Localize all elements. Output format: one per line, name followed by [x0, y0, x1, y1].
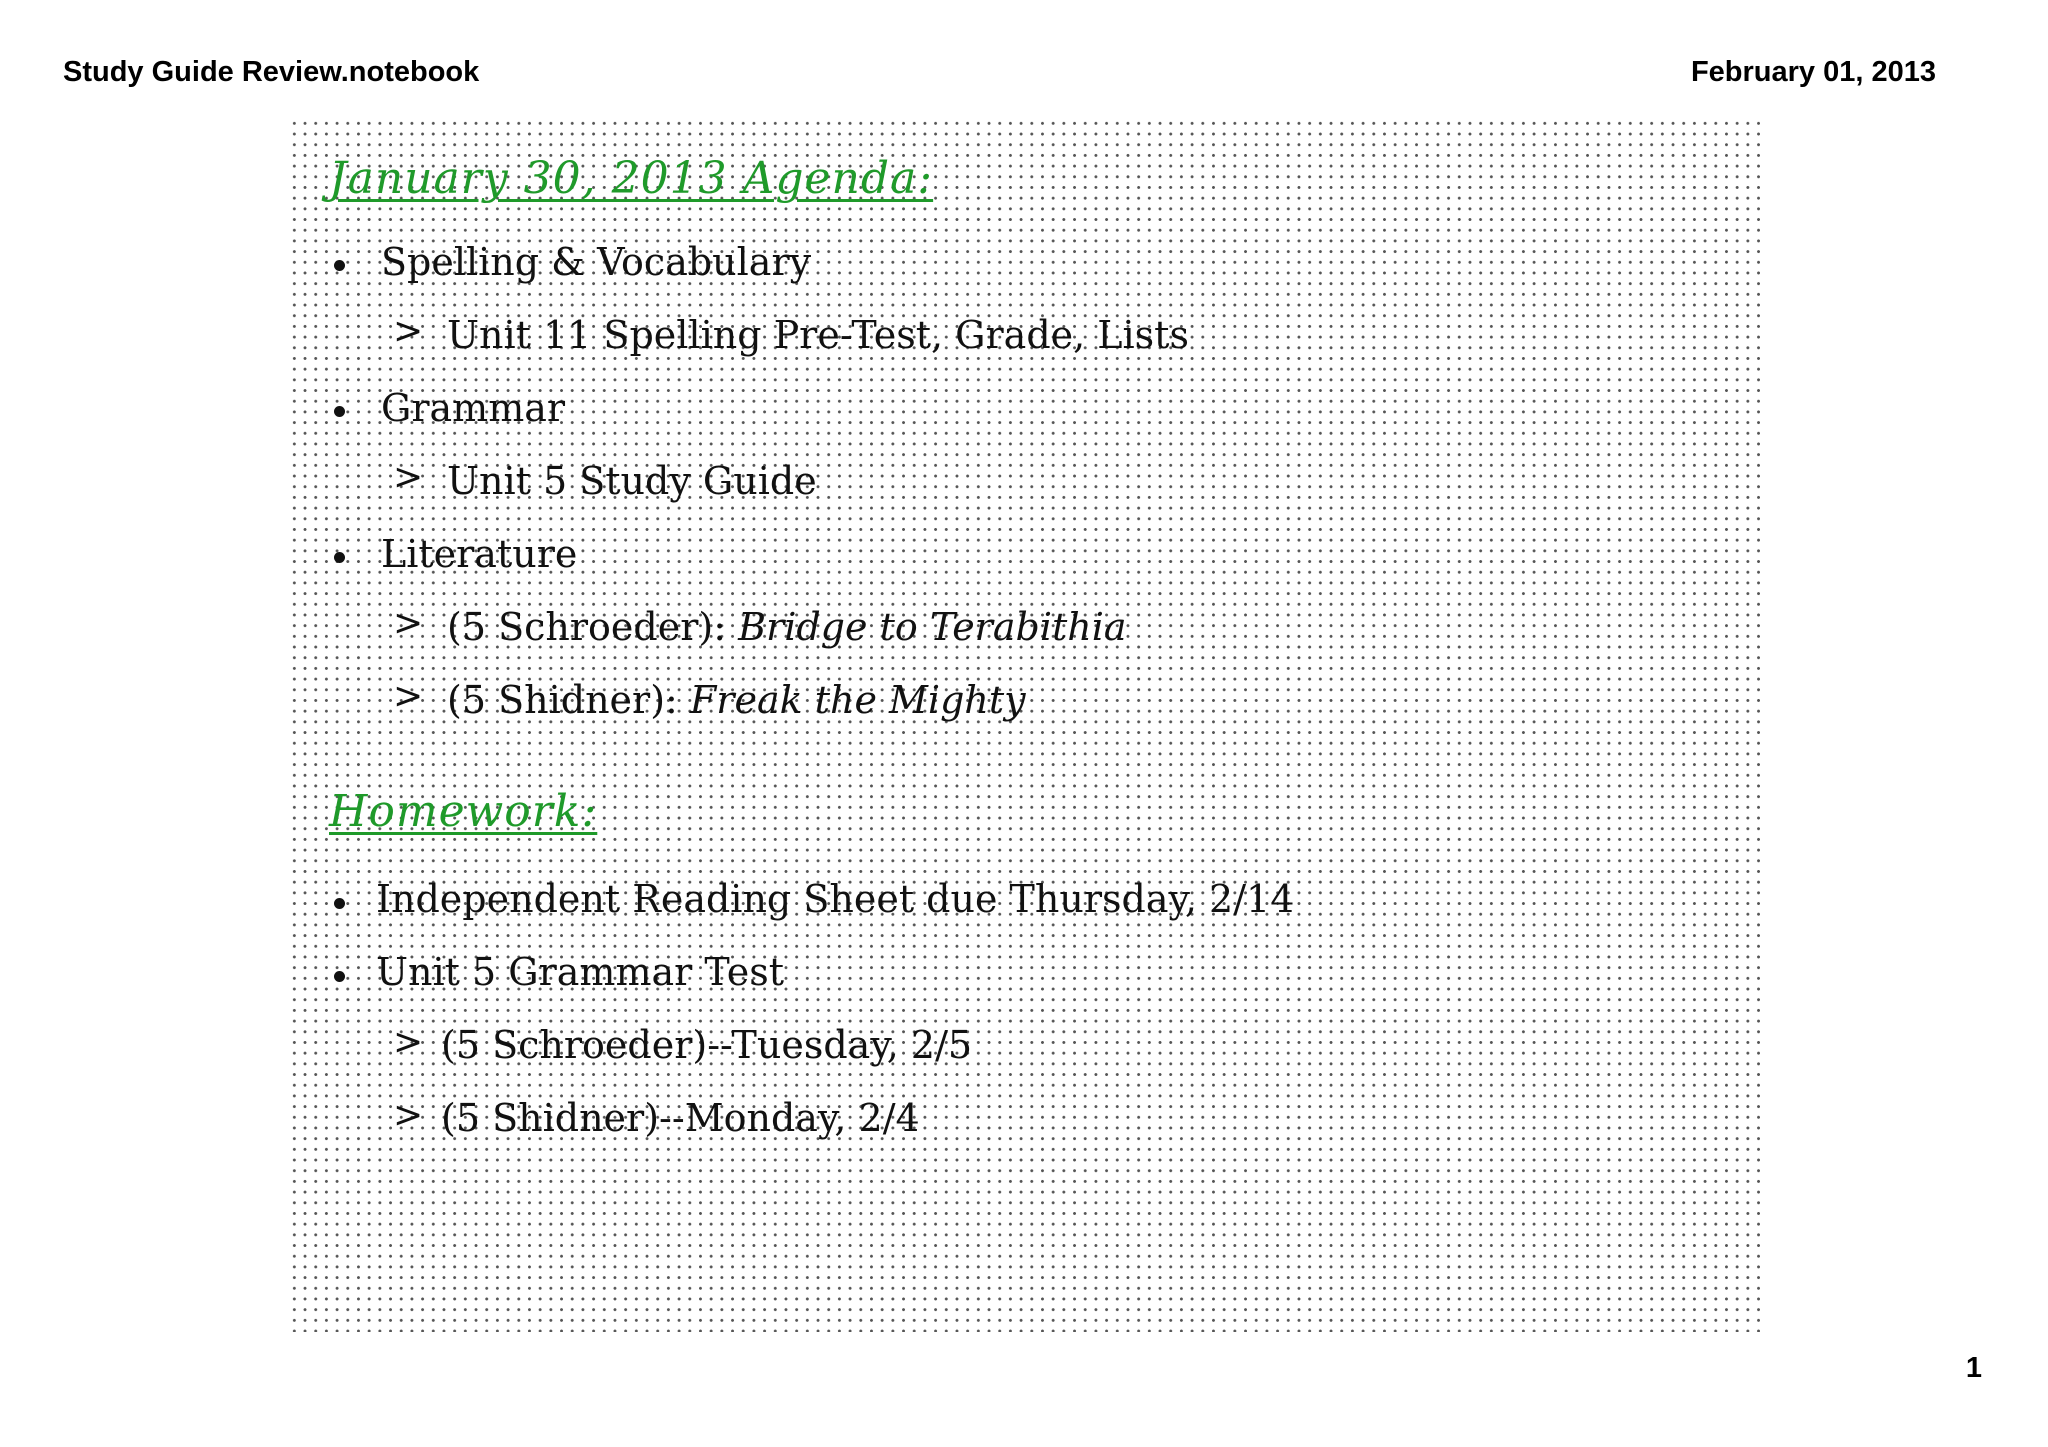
bullet-icon: [334, 898, 345, 909]
arrow-icon: >: [393, 311, 424, 352]
agenda-item-literature: Literature: [381, 532, 578, 576]
agenda-subitem-spelling: Unit 11 Spelling Pre-Test, Grade, Lists: [447, 313, 1189, 357]
arrow-icon: >: [393, 1095, 424, 1136]
homework-heading: Homework:: [329, 786, 598, 837]
agenda-subitem-grammar: Unit 5 Study Guide: [447, 459, 817, 503]
book-title: Bridge to Terabithia: [738, 605, 1127, 649]
page-number: 1: [1965, 1352, 1982, 1384]
agenda-item-grammar: Grammar: [381, 386, 566, 430]
agenda-heading: January 30, 2013 Agenda:: [329, 153, 934, 204]
agenda-subitem-schroeder-book: [447, 605, 1127, 649]
bullet-icon: [334, 971, 345, 982]
homework-subitem-schroeder-date: (5 Schroeder)--Tuesday, 2/5: [441, 1023, 973, 1067]
homework-item-reading: Independent Reading Sheet due Thursday, 2/14: [376, 877, 1295, 921]
notebook-page-canvas: [289, 118, 1764, 1332]
document-date: February 01, 2013: [1690, 56, 1936, 88]
homework-item-grammar-test: Unit 5 Grammar Test: [376, 950, 785, 994]
class-label: (5 Schroeder):: [447, 605, 727, 649]
arrow-icon: >: [393, 676, 424, 717]
document-title: Study Guide Review.notebook: [63, 56, 480, 88]
bullet-icon: [334, 260, 345, 271]
book-title: Freak the Mighty: [689, 678, 1026, 722]
bullet-icon: [334, 406, 345, 417]
homework-subitem-shidner-date: (5 Shidner)--Monday, 2/4: [441, 1096, 920, 1140]
class-label: (5 Shidner):: [447, 678, 678, 722]
arrow-icon: >: [393, 603, 424, 644]
notebook-content: [289, 118, 1764, 1332]
bullet-icon: [334, 552, 345, 563]
agenda-item-spelling: Spelling & Vocabulary: [381, 240, 812, 284]
arrow-icon: >: [393, 1022, 424, 1063]
agenda-subitem-shidner-book: [447, 678, 1026, 722]
arrow-icon: >: [393, 457, 424, 498]
